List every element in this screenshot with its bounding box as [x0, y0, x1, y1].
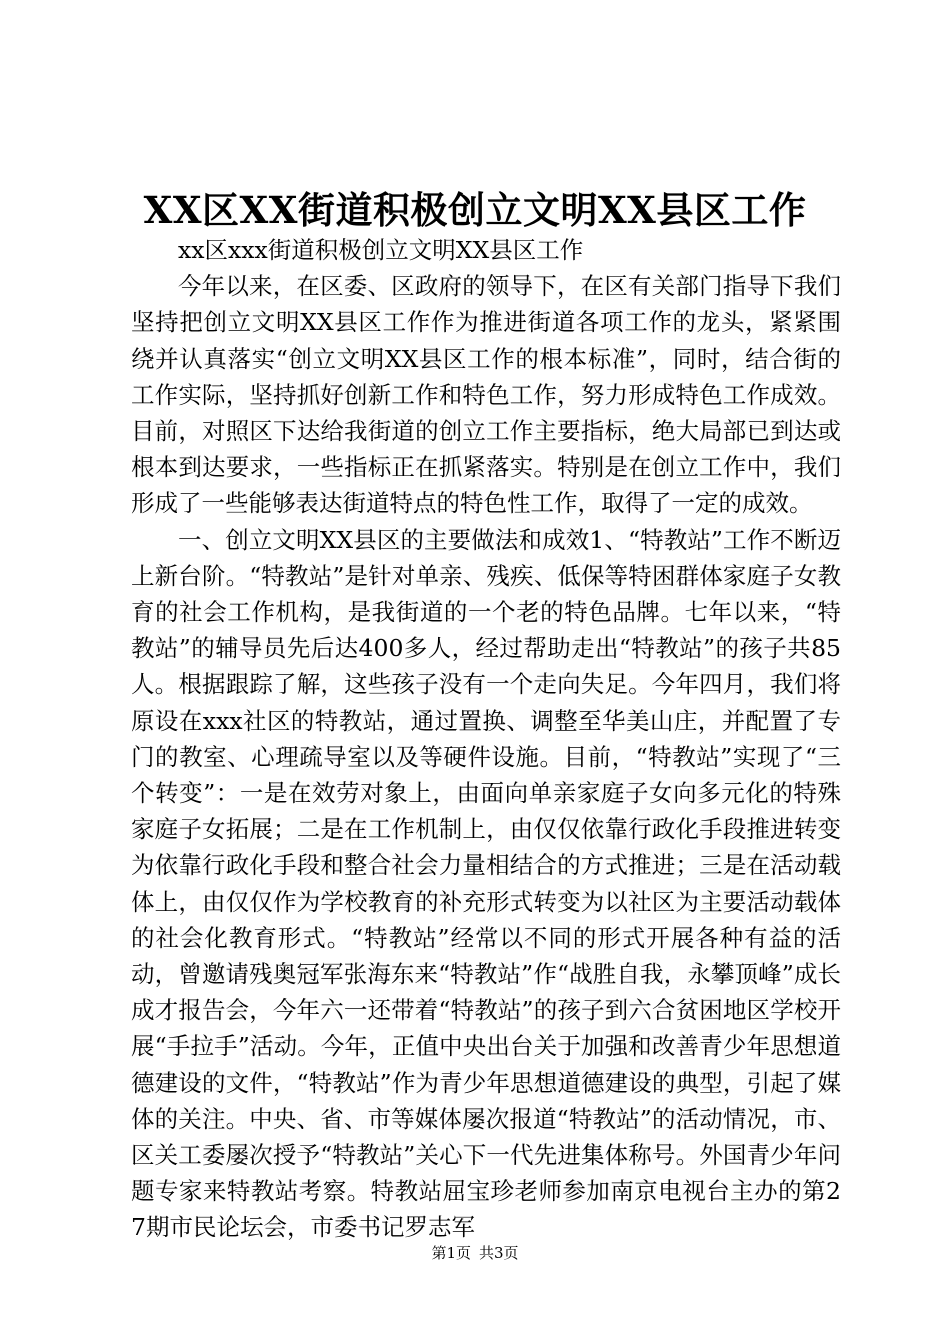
- section-one-paragraph: 一、创立文明XX县区的主要做法和成效1、“特教站”工作不断迈上新台阶。“特教站”是针对单亲、残疾、低保等特困群体家庭子女教育的社会工作机构，是我街道的一个老的特色品牌。七年以来，“特教站”的辅导员先后达400多人，经过帮助走出“特教站”的孩子共85人。根据跟踪了解，这些孩子没有一个走向失足。今年四月，我们将原设在xxx社区的特教站，通过置换、调整至华美山庄，并配置了专门的教室、心理疏导室以及等硬件设施。目前，“特教站”实现了“三个转变”：一是在效劳对象上，由面向单亲家庭子女向多元化的特殊家庭子女拓展；二是在工作机制上，由仅仅依靠行政化手段推进转变为依靠行政化手段和整合社会力量相结合的方式推进；三是在活动载体上，由仅仅作为学校教育的补充形式转变为以社区为主要活动载体的社会化教育形式。“特教站”经常以不同的形式开展各种有益的活动，曾邀请残奥冠军张海东来“特教站”作“战胜自我，永攀顶峰”成长成才报告会，今年六一还带着“特教站”的孩子到六合贫困地区学校开展“手拉手”活动。今年，正值中央出台关于加强和改善青少年思想道德建设的文件，“特教站”作为青少年思想道德建设的典型，引起了媒体的关注。中央、省、市等媒体屡次报道“特教站”的活动情况，市、区关工委屡次授予“特教站”关心下一代先进集体称号。外国青少年问题专家来特教站考察。特教站屈宝珍老师参加南京电视台主办的第27期市民论坛会，市委书记罗志军: [131, 525, 841, 1242]
- page-total: 共3页: [479, 1244, 519, 1262]
- page-footer: [0, 1242, 950, 1264]
- page-number: 第1页: [431, 1244, 471, 1262]
- document-body: [131, 232, 841, 1246]
- document-title: XX区XX街道积极创立文明XX县区工作: [143, 188, 807, 232]
- subtitle-paragraph: xx区xxx街道积极创立文明XX县区工作: [178, 236, 584, 264]
- intro-paragraph: 今年以来，在区委、区政府的领导下，在区有关部门指导下我们坚持把创立文明XX县区工作作为推进街道各项工作的龙头，紧紧围绕并认真落实“创立文明XX县区工作的根本标准”，同时，结合街的工作实际，坚持抓好创新工作和特色工作，努力形成特色工作成效。目前，对照区下达给我街道的创立工作主要指标，绝大局部已到达或根本到达要求，一些指标正在抓紧落实。特别是在创立工作中，我们形成了一些能够表达街道特点的特色性工作，取得了一定的成效。: [131, 272, 841, 518]
